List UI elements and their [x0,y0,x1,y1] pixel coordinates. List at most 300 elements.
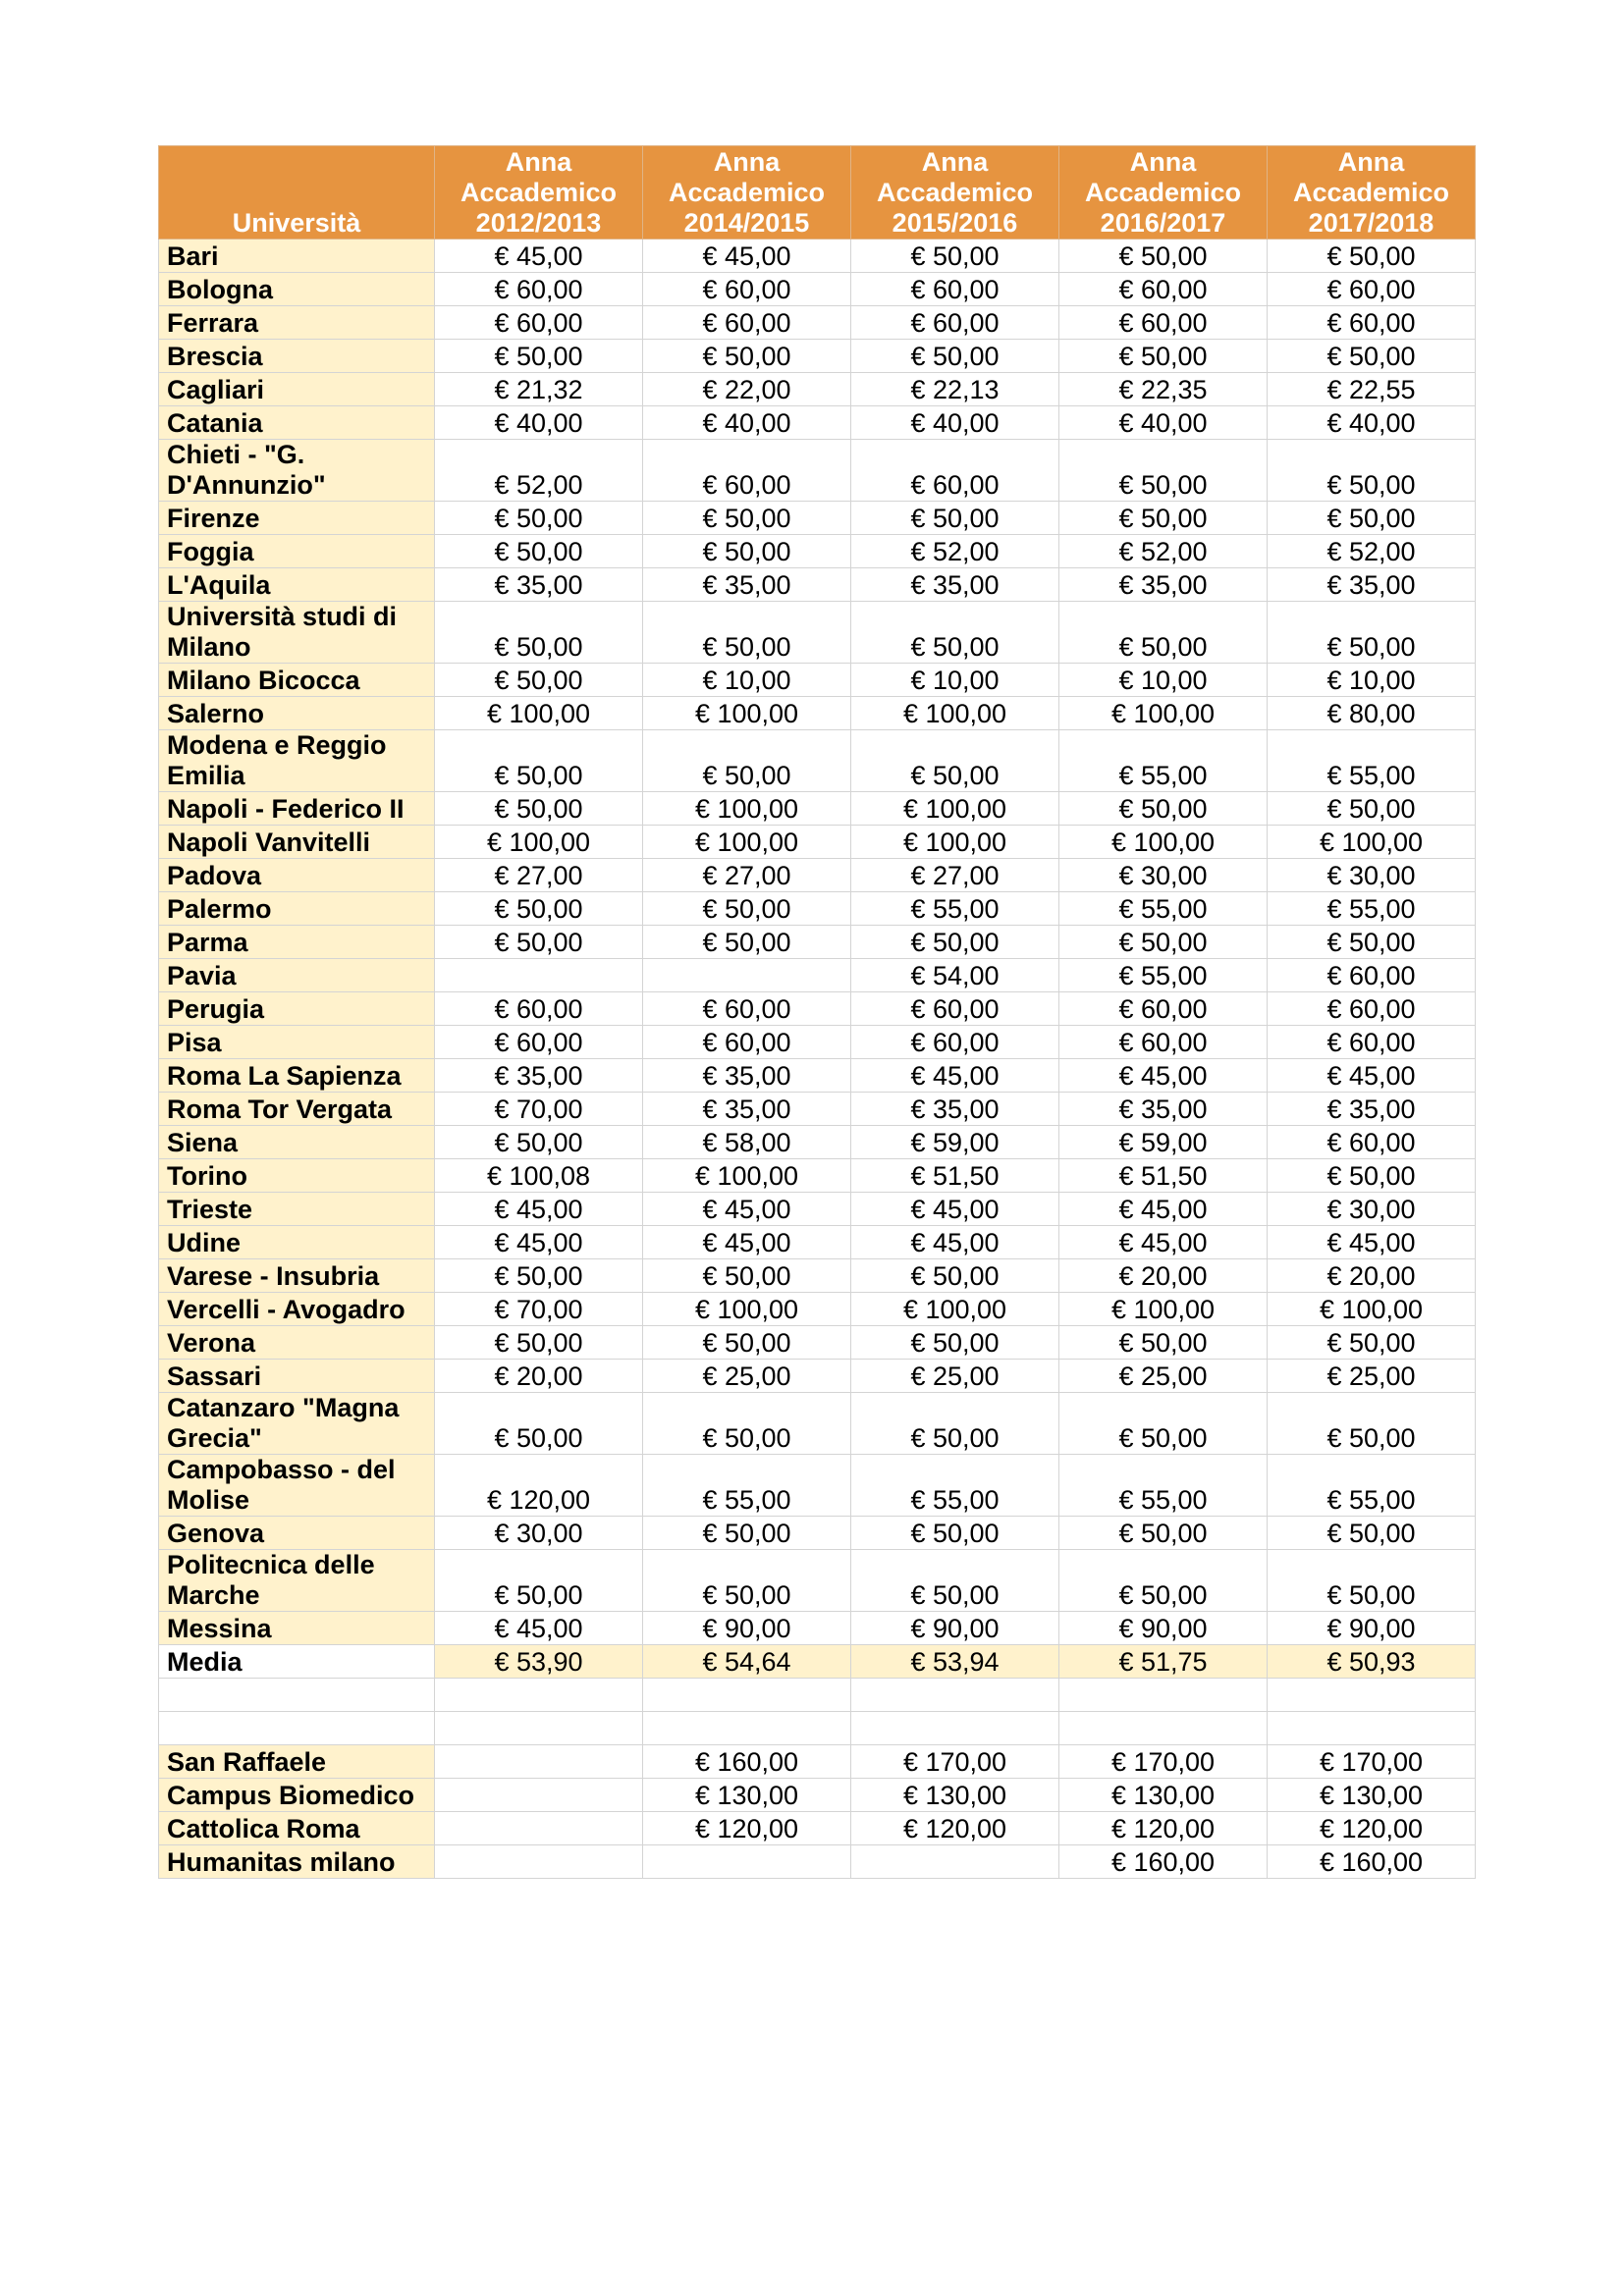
fee-cell: € 60,00 [435,1026,643,1059]
header-year [643,146,851,240]
fee-cell: € 50,00 [1268,1517,1476,1550]
average-row [159,1645,1476,1679]
fee-cell: € 50,00 [1268,1326,1476,1360]
header-year-line: 2014/2015 [683,208,810,238]
fee-cell: € 50,00 [435,1393,643,1455]
empty-cell [851,1679,1059,1712]
fee-cell: € 45,00 [435,1193,643,1226]
university-name-line: Napoli Vanvitelli [167,828,371,857]
fee-cell: € 50,00 [435,502,643,535]
fee-cell: € 160,00 [1268,1845,1476,1879]
table-row [159,959,1476,992]
fee-cell: € 50,00 [1059,602,1268,664]
table-row [159,1779,1476,1812]
university-name [159,306,435,340]
university-name [159,1517,435,1550]
university-name-line: Bari [167,241,219,271]
fee-cell: € 60,00 [435,992,643,1026]
fee-cell: € 55,00 [1268,892,1476,926]
fee-cell: € 60,00 [1059,273,1268,306]
empty-cell [1059,1679,1268,1712]
university-name [159,1059,435,1093]
table-row [159,1845,1476,1879]
fee-cell: € 35,00 [1059,1093,1268,1126]
fee-cell: € 50,00 [1268,1393,1476,1455]
header-year [435,146,643,240]
empty-cell [1268,1679,1476,1712]
fee-cell: € 50,00 [1059,1517,1268,1550]
university-name [159,273,435,306]
university-name-line: Messina [167,1614,272,1643]
fee-cell: € 50,00 [643,1259,851,1293]
fee-cell: € 50,00 [1059,502,1268,535]
university-name-line: Palermo [167,894,272,924]
header-year-line: Accademico [668,178,826,207]
fee-cell: € 52,00 [1268,535,1476,568]
fee-cell [851,1845,1059,1879]
table-row [159,535,1476,568]
table-row [159,1093,1476,1126]
university-name [159,697,435,730]
empty-cell [1268,1712,1476,1745]
fee-cell: € 160,00 [643,1745,851,1779]
university-name-line: Perugia [167,994,265,1024]
university-name [159,959,435,992]
fee-cell: € 90,00 [851,1612,1059,1645]
fee-cell: € 50,00 [643,730,851,792]
fee-cell: € 90,00 [1059,1612,1268,1645]
university-name-line: San Raffaele [167,1747,327,1777]
fee-cell: € 100,00 [1059,697,1268,730]
fee-cell: € 60,00 [1268,1026,1476,1059]
university-name-line: Chieti - "G. [167,440,305,469]
university-name [159,1360,435,1393]
fee-cell: € 60,00 [1268,959,1476,992]
fee-cell: € 55,00 [1059,959,1268,992]
table-row [159,1193,1476,1226]
empty-cell [159,1712,435,1745]
university-name [159,926,435,959]
fee-cell: € 50,00 [643,1517,851,1550]
fee-cell: € 50,00 [1268,792,1476,826]
university-name [159,1779,435,1812]
fee-cell: € 35,00 [1268,1093,1476,1126]
fee-cell: € 30,00 [1268,859,1476,892]
fee-cell: € 45,00 [435,240,643,273]
table-row [159,992,1476,1026]
fee-cell: € 45,00 [851,1226,1059,1259]
fee-cell: € 120,00 [1268,1812,1476,1845]
table-row [159,440,1476,502]
fee-cell: € 120,00 [851,1812,1059,1845]
fee-cell: € 27,00 [643,859,851,892]
fee-cell: € 100,00 [851,792,1059,826]
university-name-line: Verona [167,1328,256,1358]
university-name-line: Bologna [167,275,273,304]
fee-cell: € 20,00 [1059,1259,1268,1293]
fee-cell: € 70,00 [435,1293,643,1326]
university-name-line: Catania [167,408,263,438]
fee-cell: € 35,00 [435,1059,643,1093]
table-row [159,1226,1476,1259]
university-name-line: Pisa [167,1028,222,1057]
fee-cell: € 54,64 [643,1645,851,1679]
fee-cell: € 130,00 [1059,1779,1268,1812]
university-name-line: Politecnica delle [167,1550,375,1579]
university-name [159,1393,435,1455]
fee-cell: € 100,00 [1059,826,1268,859]
fee-cell: € 22,13 [851,373,1059,406]
fee-cell: € 25,00 [1268,1360,1476,1393]
table-row [159,892,1476,926]
fee-cell: € 100,00 [1268,826,1476,859]
university-name-line: Roma La Sapienza [167,1061,402,1091]
fee-cell: € 25,00 [1059,1360,1268,1393]
fee-cell: € 52,00 [435,440,643,502]
fee-cell: € 55,00 [851,892,1059,926]
header-year-line: Accademico [460,178,618,207]
fee-cell: € 120,00 [643,1812,851,1845]
fee-cell: € 50,00 [643,502,851,535]
university-name-line: Torino [167,1161,247,1191]
university-name-line: D'Annunzio" [167,470,326,500]
fee-cell: € 60,00 [643,992,851,1026]
university-name [159,1293,435,1326]
fee-cell: € 50,00 [1268,340,1476,373]
fee-cell: € 22,55 [1268,373,1476,406]
university-name-line: Cagliari [167,375,265,404]
university-name: Media [159,1645,435,1679]
table-row [159,1259,1476,1293]
fee-cell: € 50,00 [1268,440,1476,502]
table-row [159,1550,1476,1612]
university-name-line: Parma [167,928,248,957]
header-year-line: Accademico [1084,178,1242,207]
fee-cell: € 55,00 [1059,892,1268,926]
university-name [159,1550,435,1612]
fee-cell: € 60,00 [851,306,1059,340]
table-row [159,664,1476,697]
fee-cell: € 35,00 [643,568,851,602]
fee-cell: € 35,00 [643,1059,851,1093]
fee-cell [643,1845,851,1879]
header-year-line: Anna [921,147,989,177]
fee-cell: € 50,00 [851,926,1059,959]
fee-cell: € 45,00 [851,1193,1059,1226]
university-name [159,730,435,792]
fee-cell: € 45,00 [1268,1059,1476,1093]
university-name-line: Roma Tor Vergata [167,1095,393,1124]
fee-cell: € 60,00 [851,1026,1059,1059]
empty-cell [435,1712,643,1745]
fee-cell: € 40,00 [435,406,643,440]
university-name [159,1093,435,1126]
empty-cell [1059,1712,1268,1745]
fee-cell: € 50,00 [851,730,1059,792]
fee-cell: € 50,00 [851,1550,1059,1612]
university-name-line: Siena [167,1128,239,1157]
university-name [159,992,435,1026]
fee-cell: € 45,00 [851,1059,1059,1093]
fee-cell: € 50,00 [643,340,851,373]
fee-cell: € 50,00 [435,1550,643,1612]
header-year-line: 2012/2013 [475,208,602,238]
fee-cell: € 50,00 [851,340,1059,373]
fee-cell: € 170,00 [1059,1745,1268,1779]
empty-cell [643,1679,851,1712]
header-year-line: Anna [713,147,781,177]
fee-cell: € 45,00 [435,1612,643,1645]
fee-cell: € 22,35 [1059,373,1268,406]
fee-cell: € 40,00 [1268,406,1476,440]
fee-cell [643,959,851,992]
fee-cell: € 50,00 [643,1550,851,1612]
fee-cell [435,959,643,992]
fee-cell: € 50,00 [435,664,643,697]
fee-cell: € 40,00 [643,406,851,440]
fee-cell: € 35,00 [643,1093,851,1126]
fee-cell: € 51,75 [1059,1645,1268,1679]
university-name [159,1126,435,1159]
university-name-line: L'Aquila [167,570,271,600]
fee-cell: € 50,00 [851,502,1059,535]
university-name-line: Milano [167,632,251,662]
fee-cell: € 45,00 [1059,1059,1268,1093]
fee-cell: € 50,00 [1059,440,1268,502]
fee-cell: € 50,00 [1268,240,1476,273]
university-name-line: Napoli - Federico II [167,794,405,824]
table-row [159,306,1476,340]
fee-cell: € 50,93 [1268,1645,1476,1679]
fee-cell: € 20,00 [435,1360,643,1393]
fee-cell: € 50,00 [1059,1326,1268,1360]
table-row [159,602,1476,664]
fee-cell: € 55,00 [643,1455,851,1517]
empty-cell [851,1712,1059,1745]
fee-cell: € 50,00 [1268,926,1476,959]
fee-cell: € 50,00 [851,240,1059,273]
fee-cell: € 45,00 [1059,1226,1268,1259]
fee-cell: € 50,00 [851,1393,1059,1455]
table-row [159,1293,1476,1326]
university-name [159,440,435,502]
table-row [159,697,1476,730]
fee-cell: € 60,00 [643,1026,851,1059]
fee-cell: € 35,00 [1268,568,1476,602]
fee-cell: € 35,00 [435,568,643,602]
fee-cell: € 21,32 [435,373,643,406]
university-name [159,1193,435,1226]
university-name [159,792,435,826]
fee-cell: € 50,00 [435,1259,643,1293]
header-year-line: 2015/2016 [892,208,1018,238]
fee-cell: € 60,00 [851,440,1059,502]
header-year-line: Anna [1129,147,1197,177]
table-row [159,1517,1476,1550]
university-name-line: Campus Biomedico [167,1781,415,1810]
fee-cell: € 100,08 [435,1159,643,1193]
fee-cell: € 130,00 [851,1779,1059,1812]
fee-cell: € 30,00 [1268,1193,1476,1226]
fee-cell: € 10,00 [1059,664,1268,697]
fee-cell: € 55,00 [1059,730,1268,792]
fee-cell: € 50,00 [1268,1550,1476,1612]
fee-cell: € 10,00 [643,664,851,697]
university-name-line: Trieste [167,1195,253,1224]
university-name [159,340,435,373]
university-name-line: Firenze [167,504,260,533]
fees-table [158,145,1476,1879]
fee-cell: € 50,00 [643,926,851,959]
fee-cell: € 50,00 [1268,502,1476,535]
fee-cell: € 50,00 [643,1393,851,1455]
fee-cell: € 50,00 [435,602,643,664]
fee-cell: € 60,00 [1268,306,1476,340]
fee-cell: € 60,00 [1059,992,1268,1026]
table-row [159,730,1476,792]
fee-cell [435,1745,643,1779]
university-name-line: Cattolica Roma [167,1814,360,1843]
fee-cell: € 60,00 [851,992,1059,1026]
table-row [159,240,1476,273]
fee-cell: € 120,00 [435,1455,643,1517]
fee-cell: € 45,00 [643,1226,851,1259]
fee-cell: € 50,00 [1059,1550,1268,1612]
fee-cell: € 50,00 [1268,1159,1476,1193]
table-row [159,1812,1476,1845]
fee-cell: € 35,00 [851,568,1059,602]
university-name-line: Ferrara [167,308,259,338]
university-name-line: Campobasso - del [167,1455,396,1484]
fee-cell: € 45,00 [1059,1193,1268,1226]
header-row [159,146,1476,240]
fee-cell: € 50,00 [851,1326,1059,1360]
fee-cell: € 50,00 [1059,240,1268,273]
university-name [159,1159,435,1193]
fee-cell: € 170,00 [851,1745,1059,1779]
fee-cell: € 100,00 [643,1293,851,1326]
university-name [159,1845,435,1879]
header-year-line: Anna [505,147,572,177]
fee-cell: € 50,00 [1059,926,1268,959]
fee-cell: € 50,00 [435,535,643,568]
fee-cell: € 50,00 [435,926,643,959]
university-name-line: Padova [167,861,262,890]
fee-cell: € 60,00 [435,273,643,306]
fee-cell: € 100,00 [643,826,851,859]
table-row [159,792,1476,826]
fee-cell: € 50,00 [435,1326,643,1360]
university-name [159,1259,435,1293]
fee-cell: € 60,00 [1268,992,1476,1026]
university-name [159,1455,435,1517]
university-name-line: Emilia [167,761,245,790]
table-row [159,273,1476,306]
fee-cell: € 100,00 [851,697,1059,730]
university-name-line: Marche [167,1580,260,1610]
fee-cell: € 50,00 [435,340,643,373]
table-row [159,1745,1476,1779]
fee-cell: € 60,00 [1059,1026,1268,1059]
fee-cell: € 27,00 [851,859,1059,892]
fee-cell: € 50,00 [643,602,851,664]
university-name-line: Molise [167,1485,250,1515]
table-row [159,568,1476,602]
fee-cell: € 50,00 [1059,792,1268,826]
fee-cell: € 50,00 [435,892,643,926]
blank-row [159,1679,1476,1712]
fee-cell: € 100,00 [851,826,1059,859]
university-name [159,859,435,892]
empty-cell [643,1712,851,1745]
university-name-line: Milano Bicocca [167,666,360,695]
university-name [159,1745,435,1779]
fee-cell: € 53,94 [851,1645,1059,1679]
fee-cell [435,1845,643,1879]
fee-cell: € 60,00 [851,273,1059,306]
fee-cell: € 58,00 [643,1126,851,1159]
table-row [159,1326,1476,1360]
table-row [159,1455,1476,1517]
university-name-line: Genova [167,1519,265,1548]
header-year [1268,146,1476,240]
header-year-line: 2016/2017 [1100,208,1226,238]
fee-cell: € 50,00 [643,1326,851,1360]
header-university: Università [159,146,435,240]
university-name [159,1326,435,1360]
university-name-line: Varese - Insubria [167,1261,380,1291]
fee-cell: € 50,00 [851,602,1059,664]
table-row [159,1126,1476,1159]
fee-cell: € 50,00 [643,535,851,568]
fee-cell: € 52,00 [1059,535,1268,568]
fee-cell: € 100,00 [851,1293,1059,1326]
table-row [159,826,1476,859]
fee-cell: € 51,50 [851,1159,1059,1193]
table-row [159,1159,1476,1193]
fee-cell: € 60,00 [643,440,851,502]
fee-cell: € 40,00 [851,406,1059,440]
university-name [159,1026,435,1059]
fee-cell: € 100,00 [643,792,851,826]
university-name-line: Università studi di [167,602,398,631]
empty-cell [159,1679,435,1712]
fee-cell: € 50,00 [435,1126,643,1159]
fee-cell: € 53,90 [435,1645,643,1679]
table-row [159,340,1476,373]
fee-cell: € 130,00 [1268,1779,1476,1812]
header-year-line: Anna [1337,147,1405,177]
header-year-line: Accademico [1292,178,1450,207]
fee-cell: € 30,00 [1059,859,1268,892]
table-row [159,1059,1476,1093]
fee-cell: € 100,00 [643,697,851,730]
table-row [159,502,1476,535]
header-year [1059,146,1268,240]
fee-cell: € 100,00 [435,826,643,859]
table-row [159,926,1476,959]
fee-cell: € 120,00 [1059,1812,1268,1845]
table-row [159,406,1476,440]
university-name [159,892,435,926]
fee-cell [435,1779,643,1812]
fee-cell: € 55,00 [851,1455,1059,1517]
fee-cell: € 170,00 [1268,1745,1476,1779]
university-name-line: Humanitas milano [167,1847,396,1877]
table-row [159,1026,1476,1059]
university-name [159,602,435,664]
fee-cell: € 27,00 [435,859,643,892]
